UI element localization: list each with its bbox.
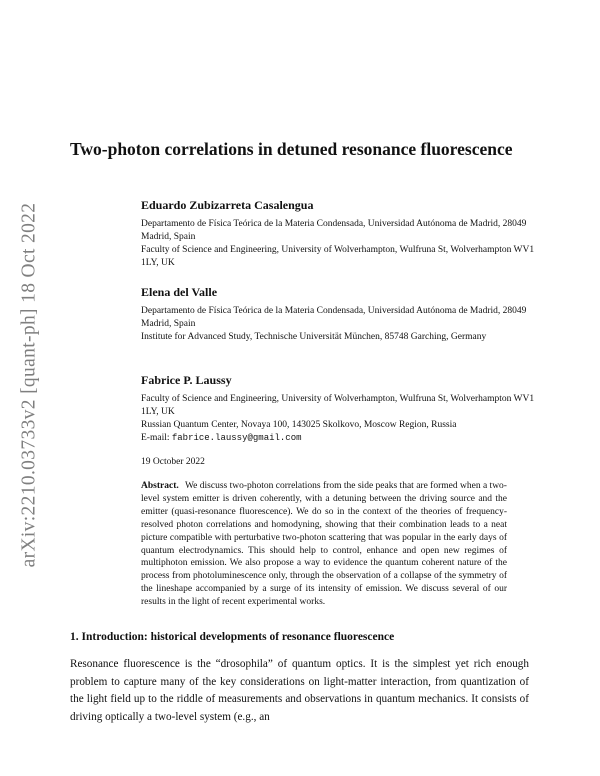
abstract <box>141 480 507 609</box>
author-name: Elena del Valle <box>141 285 218 299</box>
abstract-label: Abstract. <box>141 481 179 491</box>
author-affiliation: Departamento de Física Teórica de la Materia Condensada, Universidad Autónoma de Madrid, 28049 Madrid, Spain <box>141 306 527 329</box>
email-address[interactable]: fabrice.laussy@gmail.com <box>171 433 302 443</box>
author-affiliation: Institute for Advanced Study, Technische Universität München, 85748 Garching, Germany <box>141 332 487 342</box>
author-affiliation: Russian Quantum Center, Novaya 100, 143025 Skolkovo, Moscow Region, Russia <box>141 420 457 430</box>
author-block <box>141 198 541 270</box>
arxiv-stamp <box>11 200 47 570</box>
author-name: Eduardo Zubizarreta Casalengua <box>141 198 314 212</box>
author-affiliation: Faculty of Science and Engineering, University of Wolverhampton, Wulfruna St, Wolverhampton WV1 1LY, UK <box>141 245 535 268</box>
section-heading: 1. Introduction: historical developments of resonance fluorescence <box>70 631 395 643</box>
arxiv-stamp-text: arXiv:2210.03733v2 [quant-ph] 18 Oct 2022 <box>18 202 39 568</box>
author-block <box>141 373 541 432</box>
contact-email <box>141 432 302 445</box>
paper-title: Two-photon correlations in detuned resonance fluorescence <box>70 139 513 159</box>
publication-date: 19 October 2022 <box>141 457 205 467</box>
intro-paragraph: Resonance fluorescence is the “drosophila” of quantum optics. It is the simplest yet rich enough problem to capture many of the key considerations on light-matter interaction, from quantization of the light field up to the riddle of measurements and observations in quantum mechanics. It consists of driving optically a two-level system (e.g., an <box>70 658 529 723</box>
author-affiliation: Departamento de Física Teórica de la Materia Condensada, Universidad Autónoma de Madrid, 28049 Madrid, Spain <box>141 219 527 242</box>
abstract-text: We discuss two-photon correlations from the side peaks that are formed when a two-level system emitter is driven coherently, with a detuning between the driving source and the emitter (quasi-resonance fluorescence). We do so in the context of the theories of frequency-resolved photon correlations and homodyning, showing that their combination leads to a neat picture compatible with perturbative two-photon scattering that was popular in the early days of quantum electrodynamics. This should help to control, enhance and open new regimes of multiphoton emission. We also propose a way to evidence the quantum coherent nature of the process from photoluminescence only, through the observation of a collapse of the symmetry of the lineshape accompanied by a surge of its intensity of emission. We discuss several of our results in the light of recent experimental works. <box>141 481 507 608</box>
author-block <box>141 285 541 344</box>
email-label: E-mail: <box>141 433 170 443</box>
author-affiliation: Faculty of Science and Engineering, University of Wolverhampton, Wulfruna St, Wolverhampton WV1 1LY, UK <box>141 394 535 417</box>
author-name: Fabrice P. Laussy <box>141 373 232 387</box>
